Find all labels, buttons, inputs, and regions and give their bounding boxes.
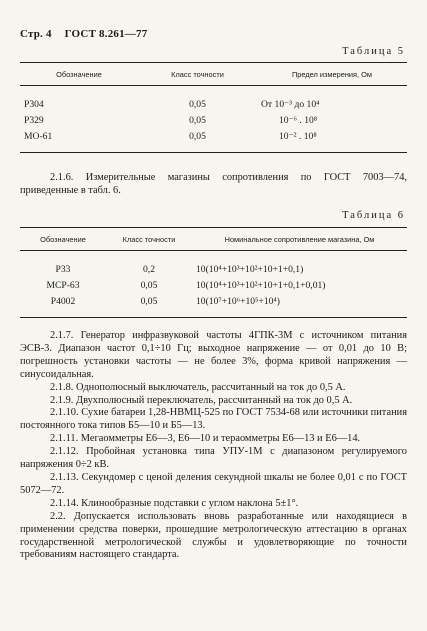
cell-designation: Р329 — [24, 114, 44, 126]
cell-designation: Р33 — [55, 263, 71, 275]
table-row — [20, 277, 407, 293]
cell-nominal: 10(10⁴+10³+10²+10+1+0,1+0,01) — [196, 279, 326, 291]
standard-number: ГОСТ 8.261—77 — [64, 28, 148, 40]
page-header — [20, 28, 157, 40]
table-row — [20, 112, 407, 128]
cell-accuracy: 0,05 — [140, 279, 158, 291]
column-header: Предел измерения, Ом — [257, 63, 407, 86]
table6-header-row — [20, 228, 407, 251]
cell-designation: МО-61 — [20, 128, 138, 153]
paragraph-2-1-8: 2.1.8. Однополюсный выключатель, рассчитанный на ток до 0,5 А. — [50, 381, 346, 393]
table5-header-row — [20, 63, 407, 86]
paragraph-2-1-14: 2.1.14. Клинообразные подставки с углом наклона 5±1°. — [50, 497, 299, 509]
table5-caption: Таблица 5 — [342, 46, 405, 57]
table6 — [20, 227, 407, 318]
paragraph-2-1-6-block — [20, 172, 407, 198]
cell-range: 10⁻² . 10⁸ — [257, 128, 407, 153]
paragraph-2-1-9: 2.1.9. Двухполюсный переключатель, рассчитанный на ток до 0,5 А. — [50, 394, 353, 406]
paragraph-2-1-11: 2.1.11. Мегаомметры Е6—3, Е6—10 и тераомметры Е6—13 и Е6—14. — [50, 433, 361, 445]
cell-designation: МСР-63 — [46, 279, 80, 291]
body-text — [20, 330, 407, 562]
cell-range: От 10⁻³ до 10⁴ — [261, 98, 320, 110]
column-header: Номинальное сопротивление магазина, Ом — [192, 228, 407, 251]
table-row — [20, 86, 407, 113]
page-number: Стр. 4 — [20, 28, 52, 40]
paragraph-2-1-13: 2.1.13. Секундомер с ценой деления секундной шкалы не более 0,01 с по ГОСТ 5072—72. — [20, 471, 407, 496]
paragraph-2-1-6: 2.1.6. Измерительные магазины сопротивления по ГОСТ 7003—74, приведенные в табл. 6. — [20, 172, 407, 196]
cell-designation: Р4002 — [20, 293, 106, 318]
cell-accuracy: 0,05 — [189, 98, 206, 110]
paragraph-2-1-7: 2.1.7. Генератор инфразвуковой частоты 4ГПК-3М с источником питания ЭСВ-3. Диапазон частот 0,1÷10 Гц; выходное напряжение — от 0,01 до 10 В; погрешность установки частоты — не более 3%, форма кривой напряжения — синусоидальная. — [20, 330, 407, 380]
paragraph-2-1-12: 2.1.12. Пробойная установка типа УПУ-1М с диапазоном регулируемого напряжения 0÷2 кВ. — [20, 446, 407, 471]
paragraph-2-2: 2.2. Допускается использовать вновь разработанные или находящиеся в применении средства поверки, прошедшие метрологическую аттестацию в органах государственной метрологической службы и удовлетворяющие по точности требованиям настоящего стандарта. — [20, 510, 407, 561]
column-header: Обозначение — [20, 63, 138, 86]
cell-designation: Р304 — [24, 98, 44, 110]
cell-accuracy: 0,05 — [106, 293, 192, 318]
cell-nominal: 10(10⁷+10⁶+10⁵+10⁴) — [192, 293, 407, 318]
cell-accuracy: 0,05 — [189, 114, 206, 126]
table-row — [20, 128, 407, 153]
table-row — [20, 293, 407, 318]
cell-accuracy: 0,05 — [138, 128, 257, 153]
table6-caption: Таблица 6 — [342, 210, 405, 221]
cell-range: 10⁻⁶ . 10⁸ — [279, 114, 318, 126]
column-header: Класс точности — [138, 63, 257, 86]
column-header: Класс точности — [106, 228, 192, 251]
cell-nominal: 10(10⁴+10³+10²+10+1+0,1) — [196, 263, 304, 275]
table-row — [20, 251, 407, 278]
paragraph-2-1-10: 2.1.10. Сухие батареи 1,28-НВМЦ-525 по ГОСТ 7534-68 или источники питания постоянного тока типов Б5—10 и Б5—13. — [20, 407, 407, 432]
cell-accuracy: 0,2 — [143, 263, 155, 275]
table5 — [20, 62, 407, 153]
column-header: Обозначение — [20, 228, 106, 251]
